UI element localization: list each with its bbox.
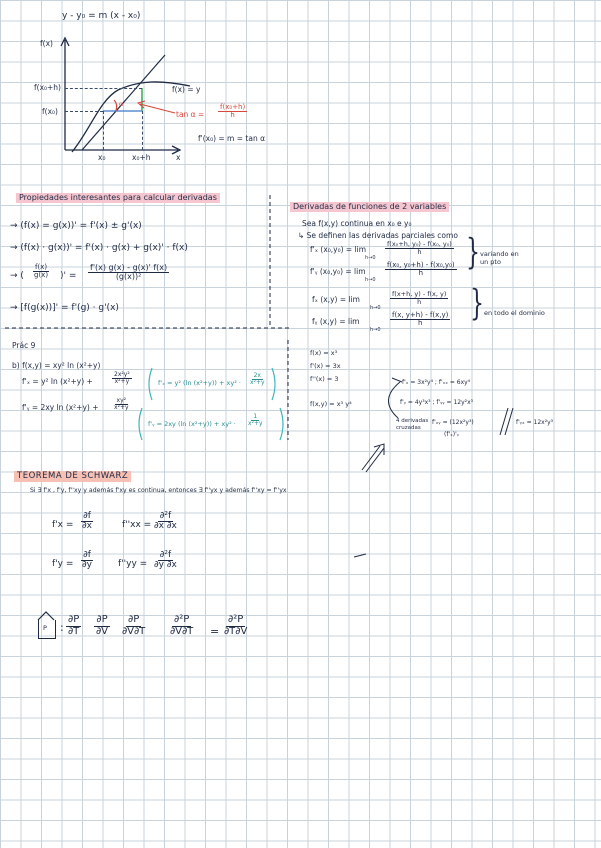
graph-alpha-label: α bbox=[119, 100, 124, 108]
schwarz-d3-frac: $\frac{\partial f}{\partial y}$ bbox=[82, 550, 92, 571]
props-title: Propiedades interesantes para calcular derivadas bbox=[16, 193, 220, 203]
props-line-1: → (f(x) = g(x))' = f'(x) ± g'(x) bbox=[10, 221, 142, 231]
props-line-3-pre: → ( bbox=[10, 271, 24, 281]
schwarz-d1-frac: $\frac{\partial f}{\partial x}$ bbox=[82, 511, 92, 532]
props-l3-rfrac: $\frac{f'(x) g(x) - g(x)' f(x)}{\text{(g(x))²}}$ bbox=[90, 263, 168, 282]
ex-box1-pre: f'ₓ = y² (ln (x²+y)) + xy² · bbox=[158, 379, 241, 387]
footer-p1: $\frac{\partial P}{\partial T}$ bbox=[68, 614, 80, 637]
props-line-4: → [f(g(x))]' = f'(g) · g'(x) bbox=[10, 303, 119, 313]
schwarz-d1-lhs: f'x = bbox=[52, 520, 74, 530]
ex-b-line: b) f(x,y) = xy² ln (x²+y) bbox=[12, 361, 101, 370]
rside-f3: f''(x) = 3 bbox=[310, 375, 339, 383]
graph-curve-label: f(x) = y bbox=[172, 85, 201, 94]
partials-gx-sub: h→0 bbox=[370, 305, 381, 311]
schwarz-statement: Si ∃ f'x , f'y, f''xy y además f'xy es continua, entonces ∃ f''yx y además f''xy = f''yx bbox=[30, 487, 287, 494]
partials-gx-lhs: fₓ (x,y) = lim bbox=[312, 295, 360, 304]
partials-intro-2: ↳ Se definen las derivadas parciales como bbox=[298, 231, 458, 240]
graph-label-fx0h: f(x₀+h) bbox=[34, 83, 61, 92]
ex-fx-frac: $\frac{\text{2x²y²}}{\text{x²+y}}$ bbox=[114, 371, 130, 386]
rside-b4: (f'ₓ)'ᵧ bbox=[444, 431, 459, 438]
rside-f2: f'(x) = 3x bbox=[310, 362, 341, 370]
rside-fxy: f(x,y) = x³ y⁴ bbox=[310, 400, 352, 408]
rside-b2: f'ᵧ = 4y³x³ ; f'ᵧᵧ = 12y²x³ bbox=[400, 399, 474, 406]
footer-p5: $\frac{\text{∂²P}}{\partial T\partial V}$ bbox=[224, 614, 248, 637]
footer-eq: = bbox=[210, 625, 220, 638]
footer-p-box: P bbox=[38, 620, 56, 639]
partials-note-2: en todo el dominio bbox=[484, 309, 545, 317]
schwarz-d2-lhs: f''xx = bbox=[122, 520, 152, 530]
ex-box1-frac: $\frac{2x}{\text{x²+y}}$ bbox=[250, 372, 265, 387]
schwarz-d4-frac: $\frac{\text{∂²f}}{\partial y \partial x}$ bbox=[154, 550, 177, 571]
props-line-3-mid: )' = bbox=[60, 271, 77, 281]
graph-formula: y - y₀ = m (x - x₀) bbox=[62, 11, 141, 21]
partials-title: Derivadas de funciones de 2 variables bbox=[290, 202, 449, 212]
graph-tan-frac: $\frac{\text{f(x₀+h)}}{h}$ bbox=[220, 103, 246, 120]
props-line-2: → (f(x) · g(x))' = f'(x) · g(x) + g(x)' · f(x) bbox=[10, 243, 188, 253]
partials-fx-lhs: f'ₓ (x₀,y₀) = lim bbox=[310, 245, 367, 254]
ex-box2-pre: f'ᵧ = 2xy (ln (x²+y)) + xy² · bbox=[148, 420, 236, 428]
graph-label-fx0: f(x₀) bbox=[42, 107, 58, 116]
partials-gy-sub: h→0 bbox=[370, 327, 381, 333]
partials-brace-1: } bbox=[466, 233, 480, 274]
graph-x0h-label: x₀+h bbox=[132, 153, 151, 162]
ex-fx-line: f'ₓ = y² ln (x²+y) + bbox=[22, 377, 93, 386]
partials-fx-sub: h→0 bbox=[365, 255, 376, 261]
graph-x0-label: x₀ bbox=[98, 153, 106, 162]
rside-f1: f(x) = x³ bbox=[310, 349, 338, 357]
schwarz-d3-lhs: f'y = bbox=[52, 559, 74, 569]
rside-result: f'ᵧₓ = 12x²y³ bbox=[516, 419, 554, 426]
partials-note-1: variando en un pto bbox=[480, 250, 519, 267]
graph-deriv-def: f'(x₀) = m = tan α bbox=[198, 134, 266, 143]
partials-intro-1: Sea f(x,y) continua en x₀ e y₀ bbox=[302, 219, 412, 228]
partials-fx-frac: $\frac{\text{f(x₀+h, y₀) - f(x₀, y₀)}}{h}$ bbox=[387, 240, 452, 256]
footer-p3: $\frac{\partial P}{\partial V\partial T}$ bbox=[122, 614, 146, 637]
partials-fy-lhs: f'ᵧ (x₀,y₀) = lim bbox=[310, 267, 366, 276]
ex-fy-frac: $\frac{\text{xy²}}{\text{x²+y}}$ bbox=[114, 397, 129, 412]
graph-y-label: f(x) bbox=[40, 39, 53, 48]
schwarz-d4-lhs: f''yy = bbox=[118, 559, 148, 569]
rside-b1: f'ₓ = 3x²y⁴ ; f'ₓₓ = 6xy⁴ bbox=[402, 379, 471, 386]
ex-title: Prác 9 bbox=[12, 341, 36, 350]
rside-b3: f'ₓᵧ = (12x²y³) bbox=[432, 419, 474, 426]
partials-gy-frac: $\frac{f(x, y+h) - f(x,y)}{h}$ bbox=[392, 311, 449, 328]
schwarz-d2-frac: $\frac{\text{∂²f}}{\partial x \partial x}$ bbox=[154, 511, 177, 532]
rside-b3-label: 4 derivadas cruzadas bbox=[396, 418, 429, 431]
schwarz-title: TEOREMA DE SCHWARZ bbox=[14, 471, 131, 482]
ex-fy-line: f'ᵧ = 2xy ln (x²+y) + bbox=[22, 403, 99, 412]
partials-fy-frac: $\frac{\text{f(x₀, y₀+h) - f(x₀,y₀)}}{h}$ bbox=[387, 261, 455, 278]
partials-brace-2: } bbox=[470, 284, 484, 325]
props-l3-frac: $\frac{f(x)}{g(x)}$ bbox=[34, 263, 49, 280]
graph-x-label: x bbox=[176, 153, 181, 162]
graph-tan-label: tan α = bbox=[176, 110, 205, 119]
footer-colon: : bbox=[60, 621, 64, 634]
partials-fy-sub: h→0 bbox=[365, 277, 376, 283]
partials-gy-lhs: fᵧ (x,y) = lim bbox=[312, 317, 360, 326]
footer-p2: $\frac{\partial P}{\partial V}$ bbox=[96, 614, 109, 637]
footer-p4: $\frac{\text{∂²P}}{\partial V\partial T}$ bbox=[170, 614, 194, 637]
partials-gx-frac: $\frac{f(x+h, y) - f(x, y)}{h}$ bbox=[392, 290, 447, 306]
footer-p-roof bbox=[37, 611, 55, 621]
ex-box2-frac: $\frac{1}{\text{x²+y}}$ bbox=[248, 413, 263, 428]
